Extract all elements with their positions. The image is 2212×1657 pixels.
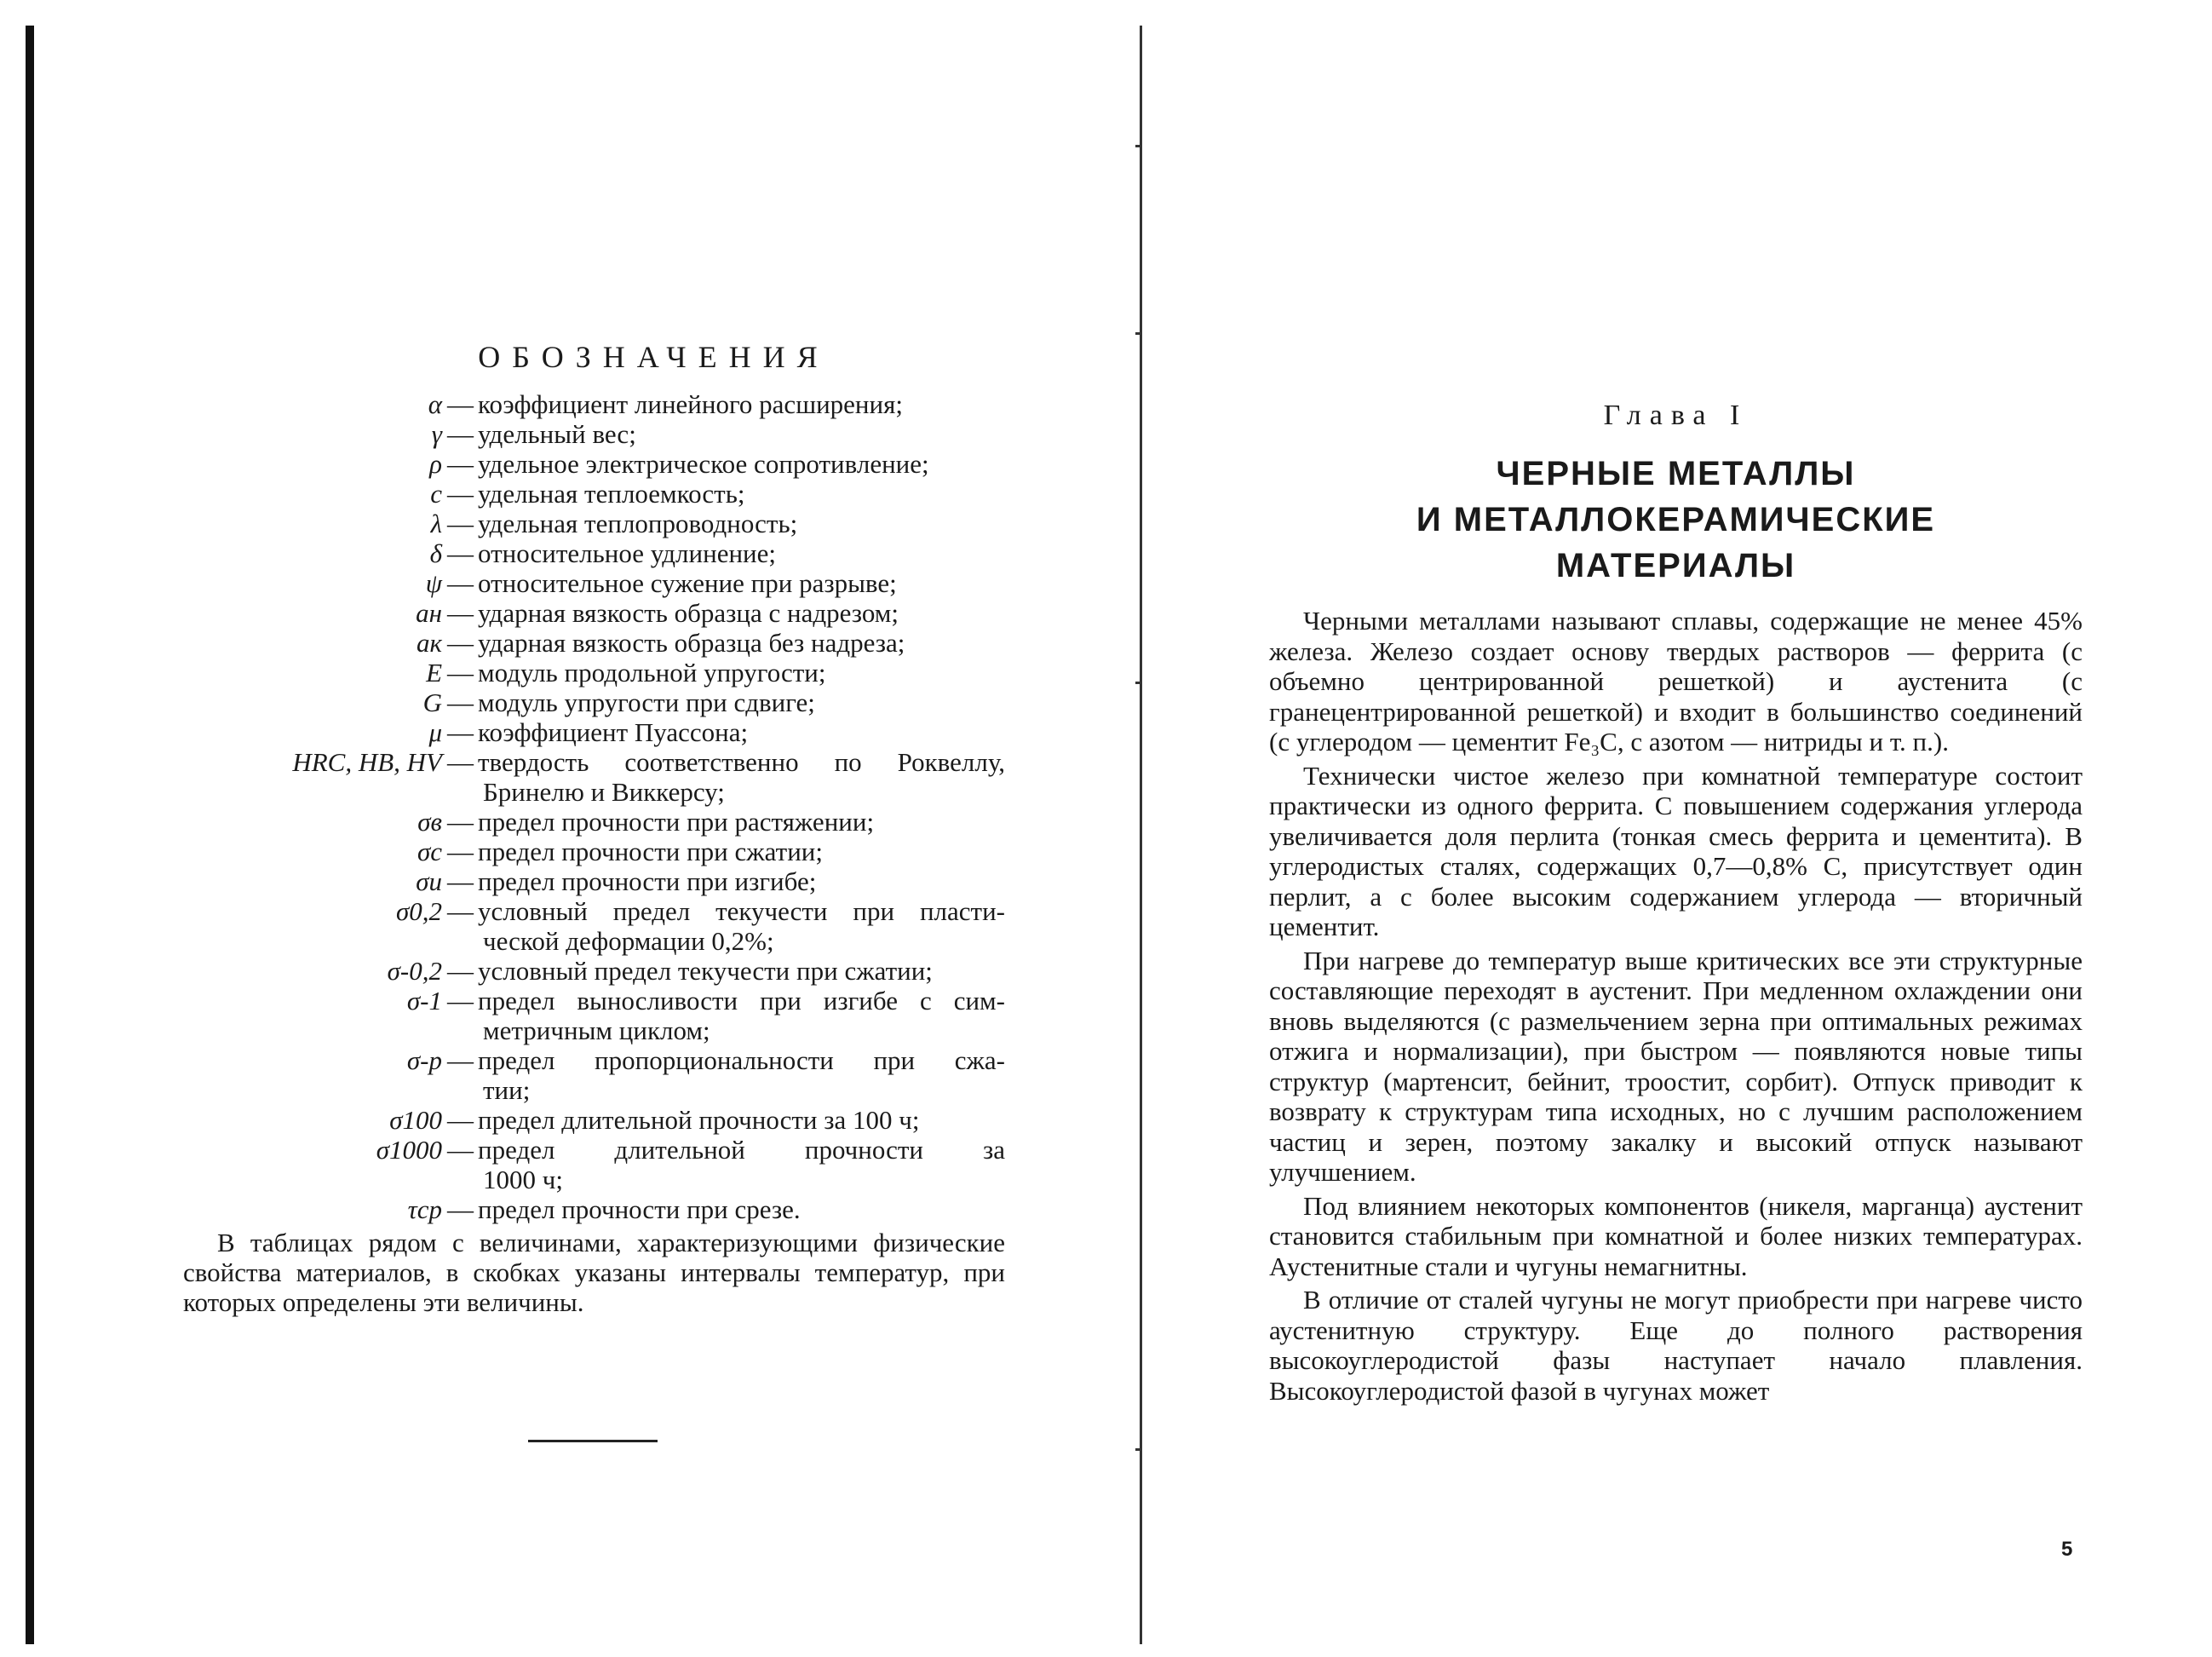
page-number: 5 <box>2061 1538 2073 1561</box>
notation-symbol: α <box>428 389 442 419</box>
notation-dash: — <box>447 509 474 538</box>
notation-description: модуль упругости при сдвиге; <box>478 688 815 717</box>
body-paragraph: В отличие от сталей чугуны не могут приобрести при нагреве чисто аустенитную структуру. Еще до полного растворения высокоуглеродистой фазы наступает начало плавления. Высокоуглеродистой фазой в чугунах может <box>1269 1285 2083 1406</box>
notation-row <box>183 509 1005 538</box>
notation-row <box>183 837 1005 866</box>
notation-description: тии; <box>483 1075 531 1105</box>
section-divider <box>528 1440 658 1442</box>
page-edge <box>26 26 34 1644</box>
notation-symbol: σ-1 <box>406 986 442 1015</box>
notation-row <box>183 568 1005 598</box>
notation-symbol: σ-0,2 <box>387 956 442 986</box>
notation-dash: — <box>447 807 474 837</box>
notation-dash: — <box>447 419 474 449</box>
notation-continuation <box>183 1075 1005 1105</box>
notation-description: условный предел текучести при сжатии; <box>478 956 933 986</box>
notation-description: удельное электрическое сопротивление; <box>478 449 929 479</box>
notation-row <box>183 717 1005 747</box>
notation-row <box>183 807 1005 837</box>
chapter-title <box>1269 451 2083 589</box>
spine-mark <box>1135 1448 1142 1451</box>
notation-continuation <box>183 1165 1005 1194</box>
notation-description: относительное удлинение; <box>478 538 777 568</box>
notation-description: относительное сужение при разрыве; <box>478 568 897 598</box>
notation-dash: — <box>447 688 474 717</box>
notation-row <box>183 479 1005 509</box>
notation-symbol: μ <box>428 717 442 747</box>
notation-description: коэффициент линейного расширения; <box>478 389 903 419</box>
notation-symbol: σи <box>416 866 442 896</box>
notation-row <box>183 1194 1005 1224</box>
closing-paragraph: В таблицах рядом с величинами, характеризующими физические свойства материалов, в скобках указаны интервалы температур, при которых определены эти величины. <box>183 1228 1005 1317</box>
notation-description: предел пропорциональности при сжа- <box>478 1045 1005 1075</box>
notation-row <box>183 628 1005 658</box>
notation-dash: — <box>447 866 474 896</box>
notation-dash: — <box>447 568 474 598</box>
notation-dash: — <box>447 658 474 688</box>
notation-symbol: σс <box>417 837 442 866</box>
notation-row <box>183 747 1005 777</box>
notation-row <box>183 866 1005 896</box>
notation-row <box>183 986 1005 1015</box>
notation-description: ческой деформации 0,2%; <box>483 926 774 956</box>
notation-symbol: σ0,2 <box>395 896 442 926</box>
notation-dash: — <box>447 598 474 628</box>
body-paragraph: Технически чистое железо при комнатной температуре состоит практически из одного феррита. С повышением содержания углерода увеличивается доля перлита (тонкая смесь феррита и цементита). В углеродистых сталях, содержащих 0,7—0,8% С, присутствует один перлит, а с более высоким содержанием углерода — вторичный цементит. <box>1269 760 2083 941</box>
notation-dash: — <box>447 628 474 658</box>
notation-description: метричным циклом; <box>483 1015 710 1045</box>
notation-description: предел прочности при изгибе; <box>478 866 817 896</box>
notation-description: предел прочности при срезе. <box>478 1194 801 1224</box>
notation-row <box>183 449 1005 479</box>
right-page <box>1269 396 2083 1409</box>
notation-symbol: γ <box>431 419 442 449</box>
body-paragraph: При нагреве до температур выше критических все эти структурные составляющие переходят в аустенит. При медленном охлаждении они вновь выделяются (с размельчением зерна при оптимальных режимах отжига и нормализации), при быстром — появляются новые типы структур (мартенсит, бейнит, троостит, сорбит). Отпуск приводит к возврату к структурам типа исходных, но с лучшим расположением частиц и зерен, поэтому закалку и высокий отпуск называют улучшением. <box>1269 945 2083 1187</box>
notation-symbol: c <box>430 479 442 509</box>
notation-description: предел выносливости при изгибе с сим- <box>478 986 1005 1015</box>
notation-row <box>183 1135 1005 1165</box>
notation-row <box>183 956 1005 986</box>
notation-symbol: δ <box>429 538 442 568</box>
notation-symbol: σ-p <box>406 1045 442 1075</box>
notation-row <box>183 896 1005 926</box>
notation-description: удельный вес; <box>478 419 636 449</box>
notation-description: 1000 ч; <box>483 1165 563 1194</box>
notation-row <box>183 658 1005 688</box>
notation-dash: — <box>447 479 474 509</box>
body-paragraph: Под влиянием некоторых компонентов (никеля, марганца) аустенит становится стабильным при комнатной и более низких температурах. Аустенитные стали и чугуны немагнитны. <box>1269 1190 2083 1281</box>
notation-dash: — <box>447 747 474 777</box>
notation-description: предел длительной прочности за <box>478 1135 1005 1165</box>
notation-title: ОБОЗНАЧЕНИЯ <box>478 340 830 374</box>
chapter-label: Глава I <box>1603 400 1749 431</box>
notation-description: предел длительной прочности за 100 ч; <box>478 1105 920 1135</box>
notation-description: твердость соответственно по Роквеллу, <box>478 747 1005 777</box>
notation-dash: — <box>447 956 474 986</box>
spine-mark <box>1135 145 1142 147</box>
notation-dash: — <box>447 538 474 568</box>
chapter-title-line: МАТЕРИАЛЫ <box>1555 547 1796 584</box>
book-spine <box>1140 26 1142 1644</box>
notation-symbol: σв <box>417 807 442 837</box>
notation-symbol: σ100 <box>389 1105 442 1135</box>
notation-dash: — <box>447 1194 474 1224</box>
notation-dash: — <box>447 1105 474 1135</box>
notation-symbol: aк <box>416 628 442 658</box>
notation-description: удельная теплоемкость; <box>478 479 745 509</box>
notation-symbol: ψ <box>425 568 442 598</box>
notation-description: удельная теплопроводность; <box>478 509 798 538</box>
notation-dash: — <box>447 837 474 866</box>
chapter-title-line: И МЕТАЛЛОКЕРАМИЧЕСКИЕ <box>1416 501 1936 538</box>
notation-symbol: E <box>426 658 442 688</box>
notation-symbol: ρ <box>429 449 442 479</box>
notation-description: ударная вязкость образца без надреза; <box>478 628 905 658</box>
notation-dash: — <box>447 389 474 419</box>
notation-symbol: τср <box>407 1194 442 1224</box>
notation-continuation <box>183 926 1005 956</box>
notation-description: предел прочности при растяжении; <box>478 807 875 837</box>
notation-row <box>183 688 1005 717</box>
notation-symbol: G <box>422 688 442 717</box>
notation-row <box>183 419 1005 449</box>
notation-row <box>183 1045 1005 1075</box>
notation-symbol: λ <box>430 509 442 538</box>
notation-row <box>183 1105 1005 1135</box>
body-paragraph: Черными металлами называют сплавы, содержащие не менее 45% железа. Железо создает основу твердых растворов — феррита (с объемно центрированной решеткой) и аустенита (с гранецентрированной решеткой) и входит в большинство соединений (с углеродом — цементит Fe₃C, с азотом — нитриды и т. п.). <box>1269 606 2083 757</box>
notation-dash: — <box>447 717 474 747</box>
notation-symbol: aн <box>416 598 442 628</box>
notation-continuation <box>183 777 1005 807</box>
notation-dash: — <box>447 449 474 479</box>
notation-description: условный предел текучести при пласти- <box>478 896 1005 926</box>
notation-dash: — <box>447 986 474 1015</box>
left-page <box>183 337 1005 1317</box>
notation-continuation <box>183 1015 1005 1045</box>
notation-row <box>183 389 1005 419</box>
notation-description: Бринелю и Виккерсу; <box>483 777 725 807</box>
notation-dash: — <box>447 896 474 926</box>
spine-mark <box>1135 332 1142 335</box>
notation-description: модуль продольной упругости; <box>478 658 826 688</box>
notation-description: ударная вязкость образца с надрезом; <box>478 598 899 628</box>
notation-row <box>183 598 1005 628</box>
notation-dash: — <box>447 1045 474 1075</box>
notation-dash: — <box>447 1135 474 1165</box>
notation-description: коэффициент Пуассона; <box>478 717 749 747</box>
notation-description: предел прочности при сжатии; <box>478 837 823 866</box>
notation-symbol: HRC, HB, HV <box>292 747 442 777</box>
notation-row <box>183 538 1005 568</box>
chapter-title-line: ЧЕРНЫЕ МЕТАЛЛЫ <box>1496 455 1856 492</box>
notation-symbol: σ1000 <box>376 1135 442 1165</box>
notation-list <box>183 389 1005 1224</box>
spine-mark <box>1135 682 1142 684</box>
